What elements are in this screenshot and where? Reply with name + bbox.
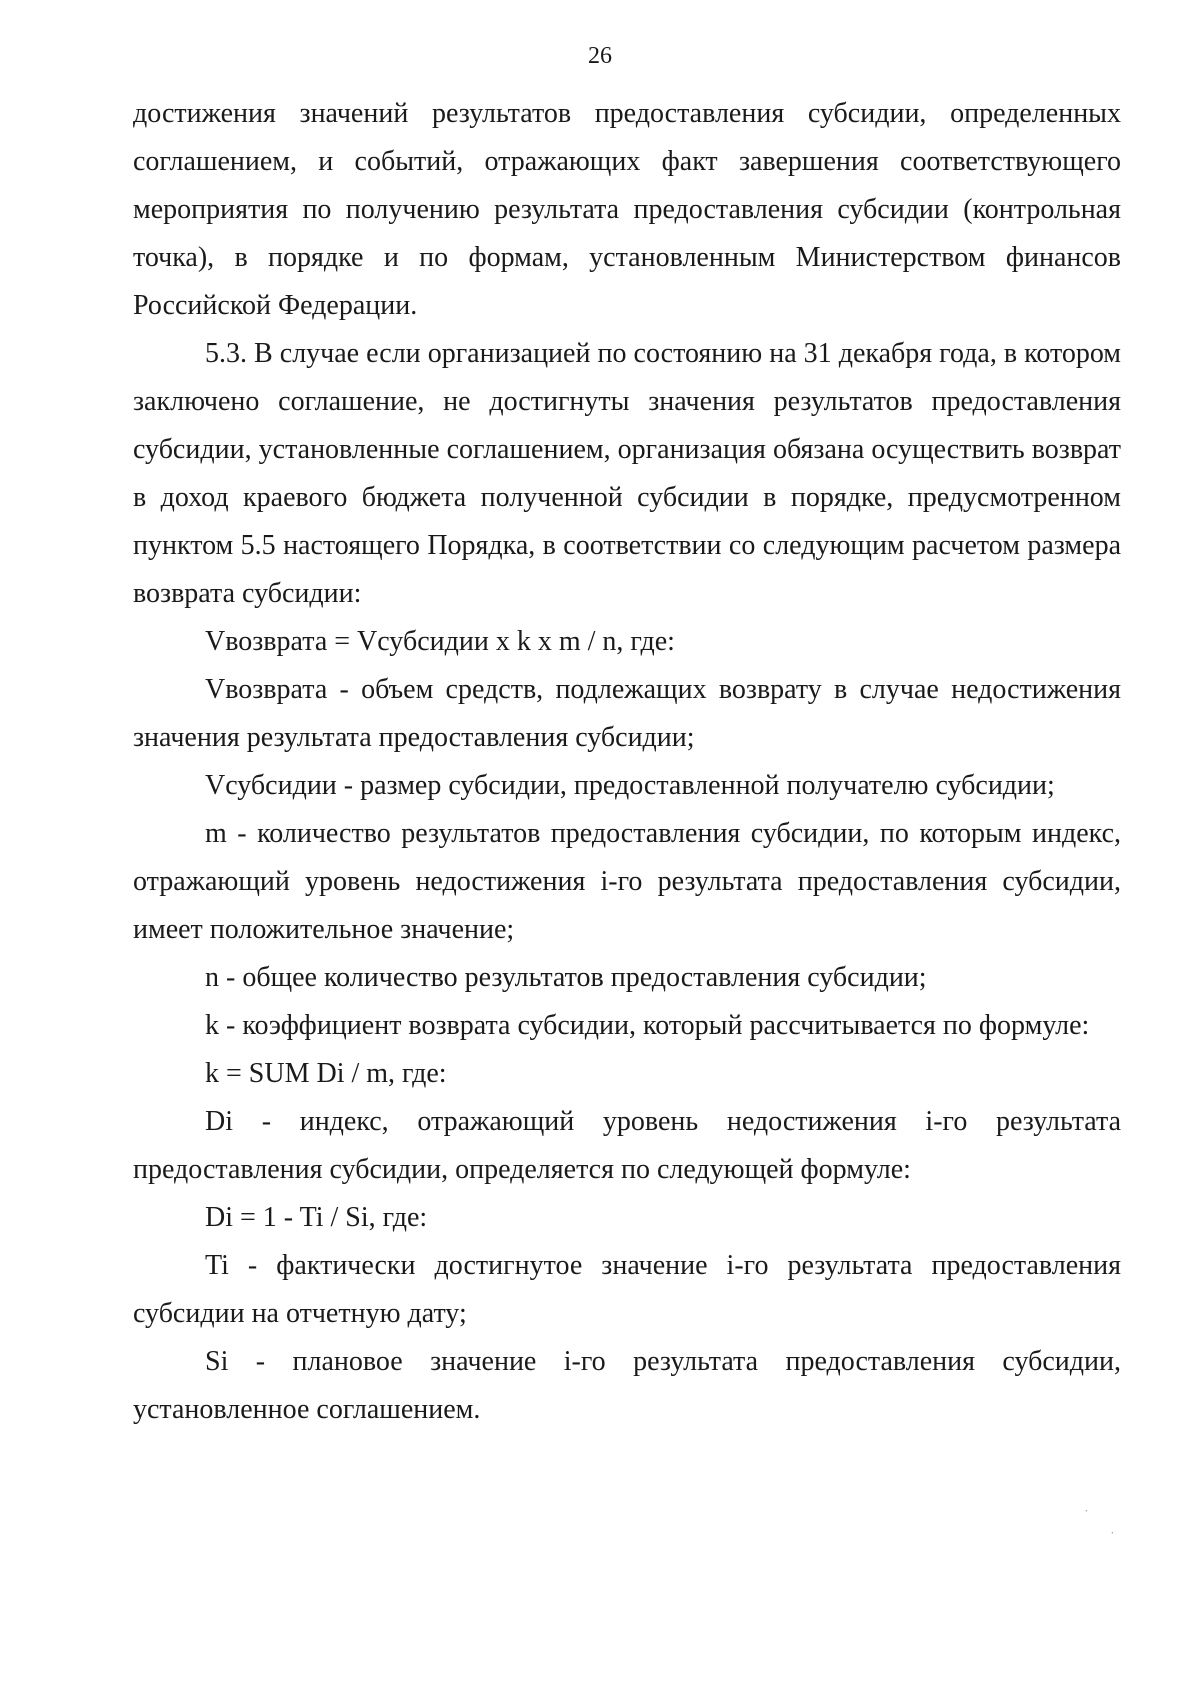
definition-v-return: Vвозврата - объем средств, подлежащих возврату в случае недостижения значения результата предоставления субсидии; bbox=[133, 674, 1121, 753]
formula-v-return: Vвозврата = Vсубсидии x k x m / n, где: bbox=[205, 626, 675, 657]
definition-k: k - коэффициент возврата субсидии, который рассчитывается по формуле: bbox=[205, 1010, 1090, 1041]
definition-n: n - общее количество результатов предоставления субсидии; bbox=[205, 962, 927, 993]
definition-m: m - количество результатов предоставления субсидии, по которым индекс, отражающий уровень недостижения i-го результата предоставления субсидии, имеет положительное значение; bbox=[133, 818, 1121, 945]
definition-si: Si - плановое значение i-го результата предоставления субсидии, установленное соглашением. bbox=[133, 1346, 1121, 1425]
scan-speck: ˙ bbox=[1084, 1508, 1089, 1523]
definition-di: Di - индекс, отражающий уровень недостижения i-го результата предоставления субсидии, определяется по следующей формуле: bbox=[133, 1106, 1121, 1185]
page-number: 26 bbox=[588, 43, 612, 69]
paragraph-clause-5-3: 5.3. В случае если организацией по состоянию на 31 декабря года, в котором заключено соглашение, не достигнуты значения результатов предоставления субсидии, установленные соглашением, организация обязана осуществить возврат в доход краевого бюджета полученной субсидии в порядке, предусмотренном пунктом 5.5 настоящего Порядка, в соответствии со следующим расчетом размера возврата субсидии: bbox=[133, 338, 1121, 609]
formula-di: Di = 1 - Ti / Si, где: bbox=[205, 1202, 428, 1233]
document-body bbox=[133, 90, 1121, 1434]
formula-k: k = SUM Di / m, где: bbox=[205, 1058, 447, 1089]
definition-ti: Ti - фактически достигнутое значение i-го результата предоставления субсидии на отчетную дату; bbox=[133, 1250, 1121, 1329]
paragraph-continuation: достижения значений результатов предоставления субсидии, определенных соглашением, и событий, отражающих факт завершения соответствующего мероприятия по получению результата предоставления субсидии (контрольная точка), в порядке и по формам, установленным Министерством финансов Российской Федерации. bbox=[133, 98, 1121, 321]
scan-speck: ˙ bbox=[1110, 1530, 1115, 1545]
definition-v-subsidy: Vсубсидии - размер субсидии, предоставленной получателю субсидии; bbox=[205, 770, 1055, 801]
